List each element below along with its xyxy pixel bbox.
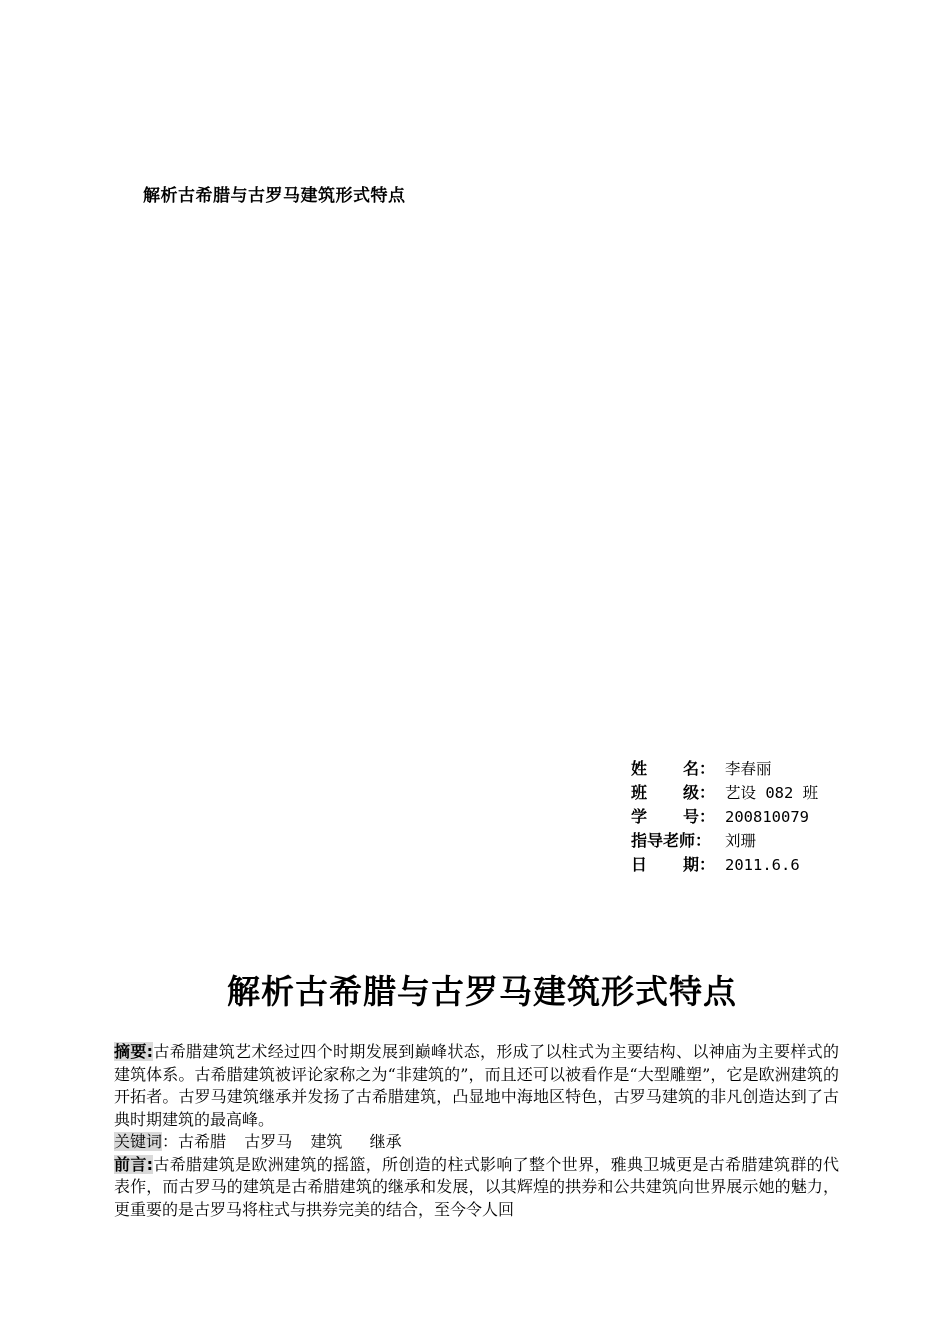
info-row-student-id	[631, 805, 818, 829]
preface-text: 古希腊建筑是欧洲建筑的摇篮，所创造的柱式影响了整个世界，雅典卫城更是古希腊建筑群的代表作，而古罗马的建筑是古希腊建筑的继承和发展，以其辉煌的拱券和公共建筑向世界展示她的魅力，更重要的是古罗马将柱式与拱券完美的结合，至今令人回	[114, 1154, 839, 1219]
name-label-second-char: 名：	[682, 759, 715, 778]
preface-paragraph	[114, 1154, 839, 1222]
student-info-block	[631, 757, 818, 877]
advisor-value: 刘珊	[725, 832, 757, 850]
advisor-label: 指导老师：	[631, 831, 712, 850]
class-label-second-char: 级：	[682, 783, 715, 802]
info-row-date	[631, 853, 818, 877]
class-label	[631, 781, 725, 805]
abstract-text: 古希腊建筑艺术经过四个时期发展到巅峰状态，形成了以柱式为主要结构、以神庙为主要样式的建筑体系。古希腊建筑被评论家称之为“非建筑的”，而且还可以被看作是“大型雕塑”，它是欧洲建筑的开拓者。古罗马建筑继承并发扬了古希腊建筑，凸显地中海地区特色，古罗马建筑的非凡创造达到了古典时期建筑的最高峰。	[114, 1042, 839, 1129]
info-row-name	[631, 757, 818, 781]
class-label-first-char: 班	[631, 783, 648, 802]
name-label	[631, 757, 725, 781]
keywords-text: 古希腊 古罗马 建筑 继承	[178, 1132, 402, 1151]
student-id-value: 200810079	[725, 808, 809, 826]
preface-label: 前言:	[114, 1154, 154, 1174]
student-id-label-second-char: 号：	[682, 807, 715, 826]
keywords-label: 关键词	[114, 1132, 163, 1151]
student-id-label	[631, 805, 725, 829]
abstract-label: 摘要:	[114, 1042, 154, 1061]
cover-title: 解析古希腊与古罗马建筑形式特点	[143, 186, 406, 206]
date-value: 2011.6.6	[725, 856, 800, 874]
class-value: 艺设 082 班	[725, 784, 819, 802]
keywords-colon: ：	[162, 1132, 179, 1151]
date-label-second-char: 期：	[682, 855, 715, 874]
abstract-paragraph	[114, 1041, 839, 1131]
date-label-first-char: 日	[631, 855, 648, 874]
name-value: 李春丽	[725, 760, 772, 778]
info-row-class	[631, 781, 818, 805]
info-row-advisor	[631, 829, 818, 853]
main-title: 解析古希腊与古罗马建筑形式特点	[227, 972, 737, 1011]
keywords-paragraph	[114, 1131, 839, 1154]
name-label-first-char: 姓	[631, 759, 648, 778]
student-id-label-first-char: 学	[631, 807, 648, 826]
body-text	[114, 1041, 839, 1221]
date-label	[631, 853, 725, 877]
